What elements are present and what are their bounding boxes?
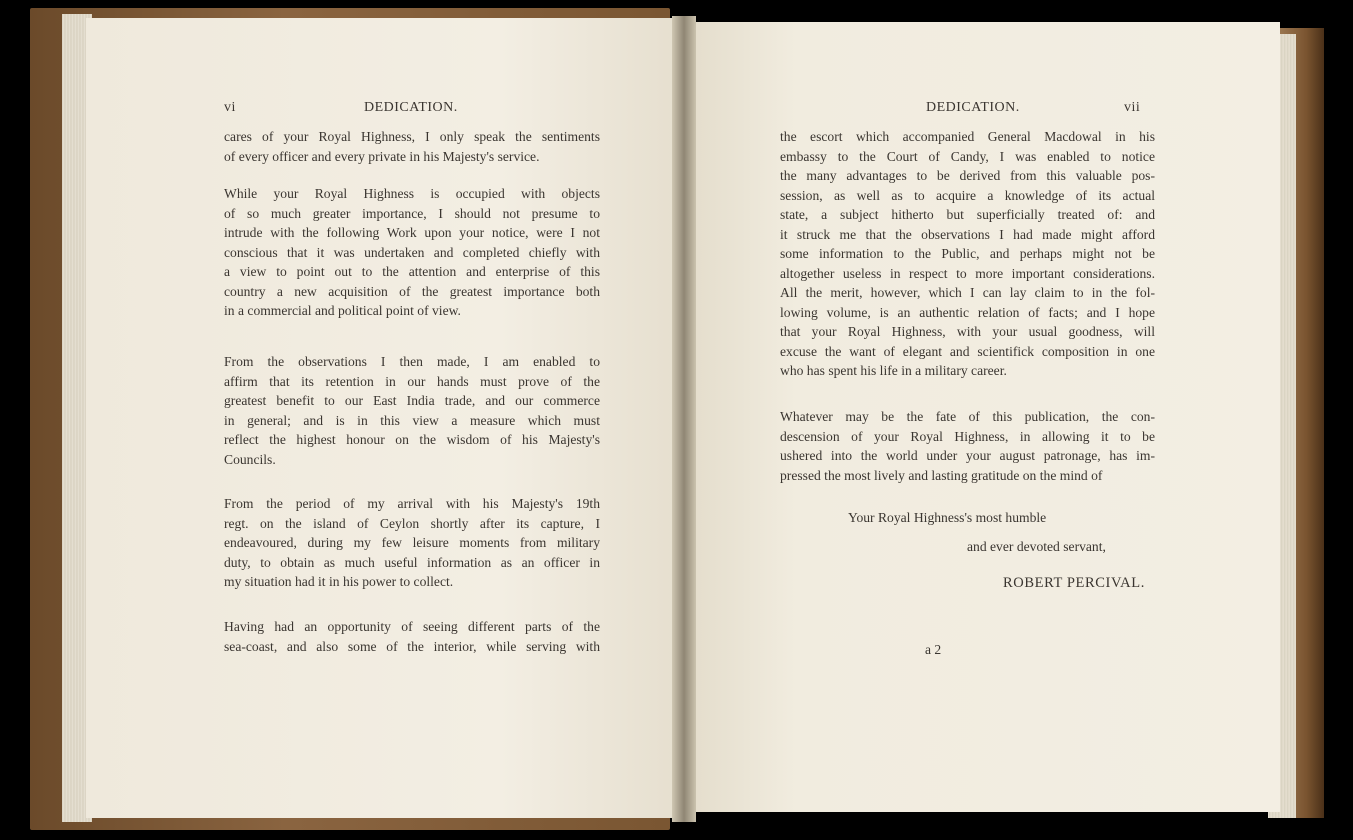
left-paragraph-1	[224, 127, 600, 166]
text-line: duty, to obtain as much useful information as an officer in	[224, 554, 600, 570]
text-line: affirm that its retention in our hands must prove of the	[224, 373, 600, 389]
text-line: the escort which accompanied General Macdowal in his	[780, 129, 1155, 144]
closing-line-1: Your Royal Highness's most humble	[848, 510, 1047, 525]
text-line: excuse the want of elegant and scientifick composition in one	[780, 343, 1155, 359]
text-line: a view to point out to the attention and enterprise of this	[224, 264, 600, 279]
left-paragraph-2	[224, 184, 600, 321]
text-line: sea-coast, and also some of the interior, while serving with	[224, 638, 600, 654]
text-line: of every officer and every private in his Majesty's service.	[224, 148, 540, 164]
text-line: some information to the Public, and perhaps might not be	[780, 246, 1155, 261]
text-line: intrude with the following Work upon your notice, were I not	[224, 225, 600, 240]
text-line: From the observations I then made, I am enabled to	[224, 354, 600, 369]
text-line: lowing volume, is an authentic relation of facts; and I hope	[780, 304, 1155, 320]
right-running-head: DEDICATION.	[926, 100, 1020, 115]
text-line: cares of your Royal Highness, I only speak the sentiments	[224, 129, 600, 144]
text-line: who has spent his life in a military career.	[780, 363, 1007, 378]
text-line: session, as well as to acquire a knowledge of its actual	[780, 187, 1155, 203]
text-line: descension of your Royal Highness, in allowing it to be	[780, 428, 1155, 444]
text-line: altogether useless in respect to more important considerations.	[780, 265, 1155, 281]
text-line: conscious that it was undertaken and completed chiefly with	[224, 244, 600, 260]
signature-mark: a 2	[925, 642, 942, 657]
left-paragraph-4	[224, 494, 600, 592]
text-line: country a new acquisition of the greatest importance both	[224, 283, 600, 299]
left-running-head: DEDICATION.	[364, 100, 458, 115]
left-page-number: vi	[224, 100, 236, 115]
text-line: embassy to the Court of Candy, I was enabled to notice	[780, 148, 1155, 164]
text-line: ushered into the world under your august patronage, has im-	[780, 448, 1155, 463]
text-line: the many advantages to be derived from this valuable pos-	[780, 168, 1155, 183]
text-line: in general; and is in this view a measure which must	[224, 412, 600, 428]
text-line: in a commercial and political point of view.	[224, 303, 461, 318]
text-line: reflect the highest honour on the wisdom of his Majesty's	[224, 432, 600, 447]
left-paragraph-5	[224, 617, 600, 656]
right-paragraph-1	[780, 127, 1155, 381]
text-line: While your Royal Highness is occupied with objects	[224, 186, 600, 201]
signature: ROBERT PERCIVAL.	[1003, 575, 1145, 591]
text-line: All the merit, however, which I can lay claim to in the fol-	[780, 285, 1155, 300]
text-line: Councils.	[224, 451, 276, 467]
text-line: that your Royal Highness, with your usual goodness, will	[780, 324, 1155, 339]
text-line: Having had an opportunity of seeing different parts of the	[224, 619, 600, 634]
book-gutter	[672, 16, 696, 822]
text-line: my situation had it in his power to collect.	[224, 574, 454, 589]
closing-line-2: and ever devoted servant,	[967, 539, 1106, 554]
text-line: endeavoured, during my few leisure moments from military	[224, 535, 600, 550]
right-page-number: vii	[1124, 100, 1141, 115]
text-line: of so much greater importance, I should not presume to	[224, 205, 600, 221]
left-paragraph-3	[224, 352, 600, 469]
right-paragraph-2	[780, 407, 1155, 485]
text-line: From the period of my arrival with his Majesty's 19th	[224, 496, 600, 511]
text-line: regt. on the island of Ceylon shortly after its capture, I	[224, 515, 600, 531]
text-line: pressed the most lively and lasting gratitude on the mind of	[780, 467, 1103, 483]
text-line: it struck me that the observations I had made might afford	[780, 226, 1155, 242]
text-line: greatest benefit to our East India trade, and our commerce	[224, 393, 600, 408]
text-line: Whatever may be the fate of this publication, the con-	[780, 409, 1155, 424]
text-line: state, a subject hitherto but superficially treated of: and	[780, 207, 1155, 222]
